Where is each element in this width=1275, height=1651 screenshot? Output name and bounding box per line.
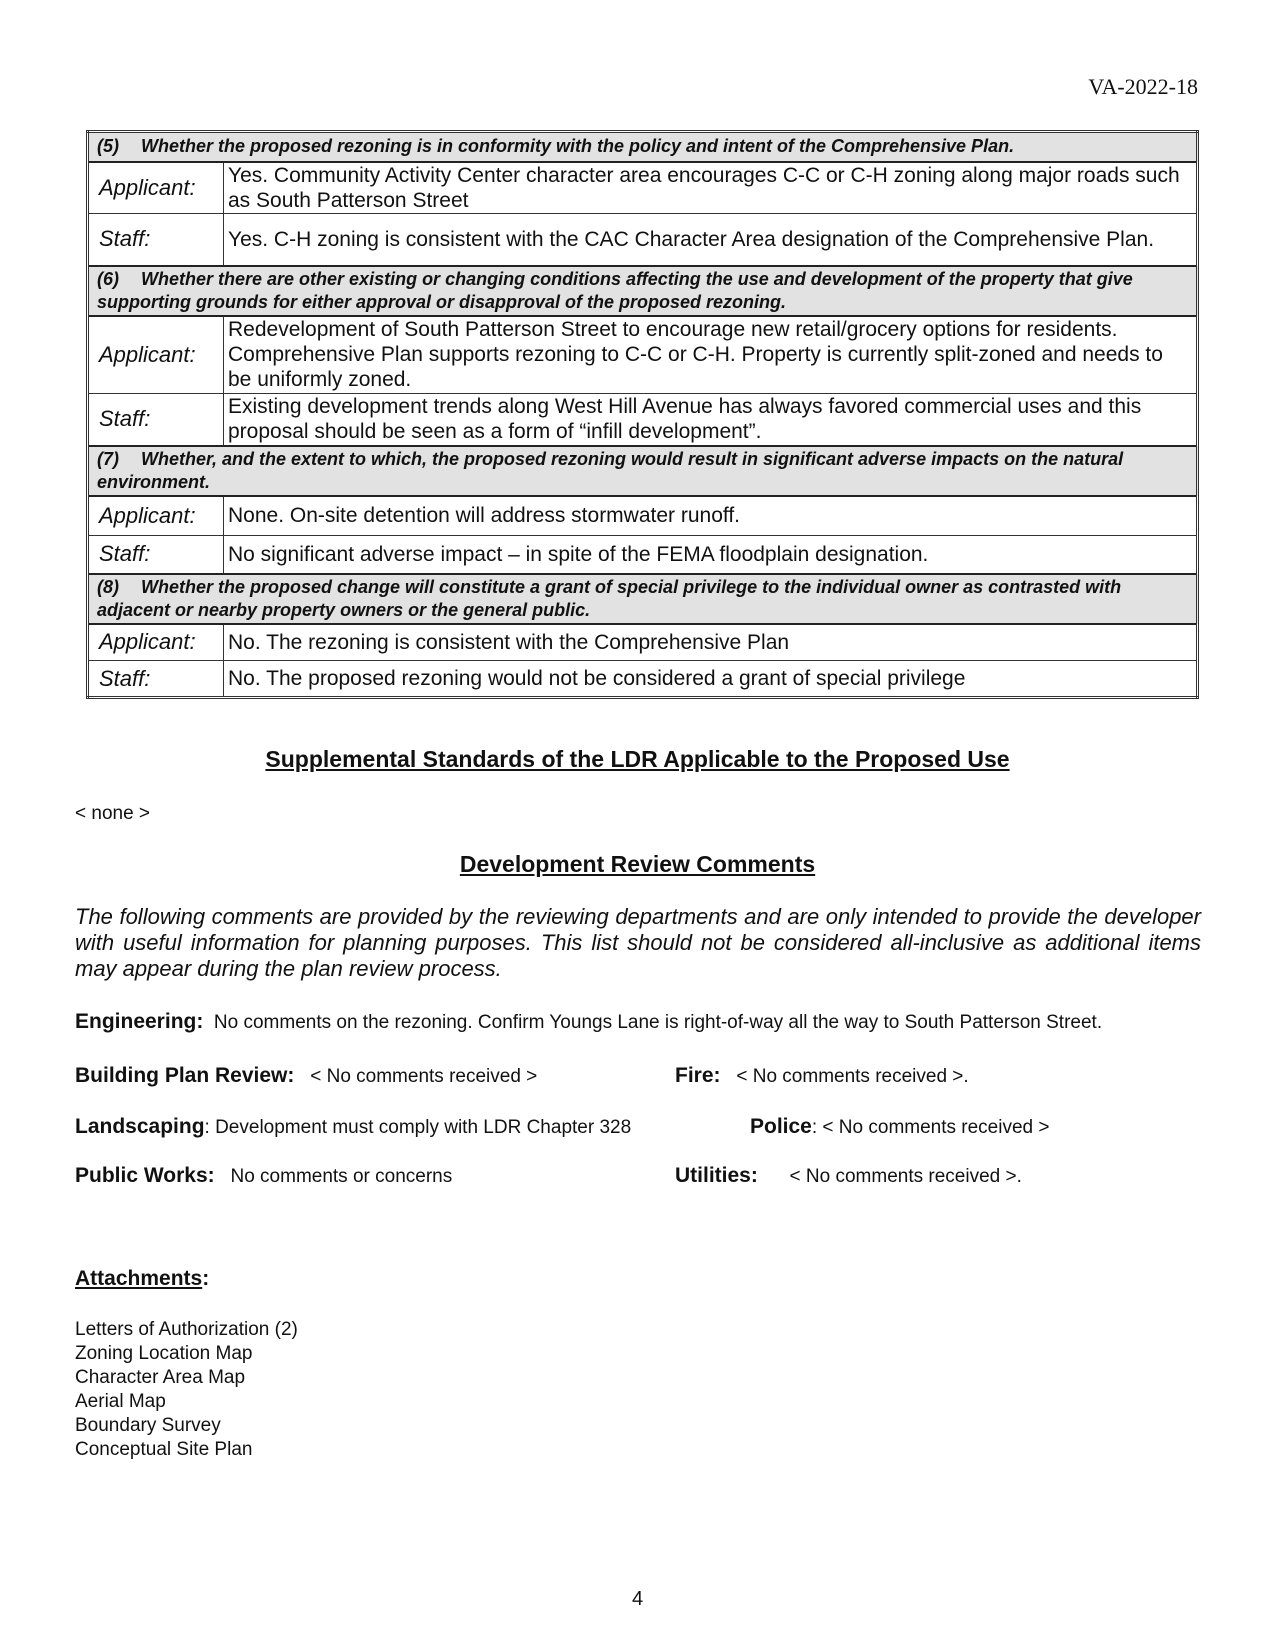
- attachments-heading-text: Attachments: [75, 1267, 203, 1290]
- building-plan-review-label: Building Plan Review:: [75, 1064, 295, 1087]
- engineering-label: Engineering:: [75, 1010, 204, 1033]
- police-comment: [750, 1115, 1049, 1139]
- criterion-question-row: [88, 266, 1198, 316]
- staff-label: Staff:: [88, 536, 224, 574]
- fire-text: < No comments received >.: [736, 1066, 969, 1087]
- staff-response: No significant adverse impact – in spite of the FEMA floodplain designation.: [224, 536, 1198, 574]
- criterion-number: (6): [97, 268, 119, 289]
- attachments-heading: [75, 1267, 209, 1291]
- applicant-response: Yes. Community Activity Center character area encourages C-C or C-H zoning along major roads such as South Patterson Street: [224, 162, 1198, 214]
- review-intro-paragraph: The following comments are provided by the reviewing departments and are only intended to provide the developer with useful information for planning purposes. This list should not be considered all-inclusive as additional items may appear during the plan review process.: [75, 904, 1201, 981]
- police-text: : < No comments received >: [811, 1117, 1050, 1138]
- landscaping-comment: [75, 1115, 631, 1139]
- list-item: Conceptual Site Plan: [75, 1439, 253, 1460]
- police-label: Police: [750, 1115, 812, 1138]
- fire-label: Fire:: [675, 1064, 721, 1087]
- public-works-comment: [75, 1164, 452, 1188]
- criterion-number: (8): [97, 576, 119, 597]
- building-plan-review-comment: [75, 1064, 537, 1088]
- criterion-number: (5): [97, 136, 119, 157]
- utilities-comment: [675, 1164, 1022, 1188]
- supplemental-standards-heading: Supplemental Standards of the LDR Applicable to the Proposed Use: [265, 746, 1010, 772]
- criterion-question: Whether the proposed change will constitute a grant of special privilege to the individual owner as contrasted with adjacent or nearby property owners or the general public.: [97, 576, 1122, 620]
- engineering-text: No comments on the rezoning. Confirm Youngs Lane is right-of-way all the way to South Patterson Street.: [213, 1012, 1103, 1033]
- criterion-question: Whether the proposed rezoning is in conformity with the policy and intent of the Comprehensive Plan.: [141, 136, 1015, 157]
- applicant-response: None. On-site detention will address stormwater runoff.: [224, 496, 1198, 536]
- public-works-text: No comments or concerns: [230, 1166, 453, 1187]
- engineering-comment: [75, 1010, 1102, 1034]
- building-plan-review-text: < No comments received >: [310, 1066, 538, 1087]
- applicant-row: [88, 162, 1198, 214]
- applicant-response: No. The rezoning is consistent with the Comprehensive Plan: [224, 624, 1198, 661]
- development-review-heading: Development Review Comments: [459, 851, 816, 877]
- criterion-question-row: [88, 132, 1198, 162]
- rezoning-criteria-table: [86, 130, 1199, 699]
- attachments-heading-colon: :: [202, 1267, 210, 1290]
- list-item: Aerial Map: [75, 1391, 166, 1412]
- list-item: Zoning Location Map: [75, 1343, 253, 1364]
- criterion-question-row: [88, 574, 1198, 624]
- applicant-row: [88, 496, 1198, 536]
- staff-row: [88, 536, 1198, 574]
- attachments-list: [75, 1318, 298, 1462]
- criterion-question-row: [88, 446, 1198, 496]
- staff-response: Existing development trends along West Hill Avenue has always favored commercial uses and this proposal should be seen as a form of “infill development”.: [224, 394, 1198, 446]
- applicant-row: [88, 316, 1198, 394]
- list-item: Boundary Survey: [75, 1415, 221, 1436]
- landscaping-label: Landscaping: [75, 1115, 205, 1138]
- applicant-label: Applicant:: [88, 496, 224, 536]
- applicant-row: [88, 624, 1198, 661]
- list-item: Letters of Authorization (2): [75, 1319, 298, 1340]
- supplemental-standards-note: < none >: [75, 803, 151, 824]
- utilities-label: Utilities:: [675, 1164, 758, 1187]
- staff-row: [88, 661, 1198, 698]
- utilities-text: < No comments received >.: [789, 1166, 1022, 1187]
- staff-label: Staff:: [88, 661, 224, 698]
- page-number: 4: [631, 1588, 644, 1610]
- document-id: VA-2022-18: [1088, 74, 1198, 99]
- applicant-label: Applicant:: [88, 316, 224, 394]
- staff-label: Staff:: [88, 214, 224, 266]
- public-works-label: Public Works:: [75, 1164, 215, 1187]
- list-item: Character Area Map: [75, 1367, 246, 1388]
- applicant-label: Applicant:: [88, 162, 224, 214]
- fire-comment: [675, 1064, 969, 1088]
- landscaping-text: : Development must comply with LDR Chapter 328: [204, 1117, 632, 1138]
- staff-row: [88, 214, 1198, 266]
- criterion-question: Whether, and the extent to which, the proposed rezoning would result in significant adverse impacts on the natural environment.: [97, 448, 1124, 492]
- criterion-question: Whether there are other existing or changing conditions affecting the use and development of the property that give supporting grounds for either approval or disapproval of the proposed rezoning.: [97, 268, 1133, 312]
- applicant-response: Redevelopment of South Patterson Street to encourage new retail/grocery options for residents. Comprehensive Plan supports rezoning to C-C or C-H. Property is currently split-zoned and needs to be uniformly zoned.: [224, 316, 1198, 394]
- applicant-label: Applicant:: [88, 624, 224, 661]
- staff-response: Yes. C-H zoning is consistent with the CAC Character Area designation of the Comprehensive Plan.: [224, 214, 1198, 266]
- staff-response: No. The proposed rezoning would not be considered a grant of special privilege: [224, 661, 1198, 698]
- staff-label: Staff:: [88, 394, 224, 446]
- staff-row: [88, 394, 1198, 446]
- criterion-number: (7): [97, 448, 119, 469]
